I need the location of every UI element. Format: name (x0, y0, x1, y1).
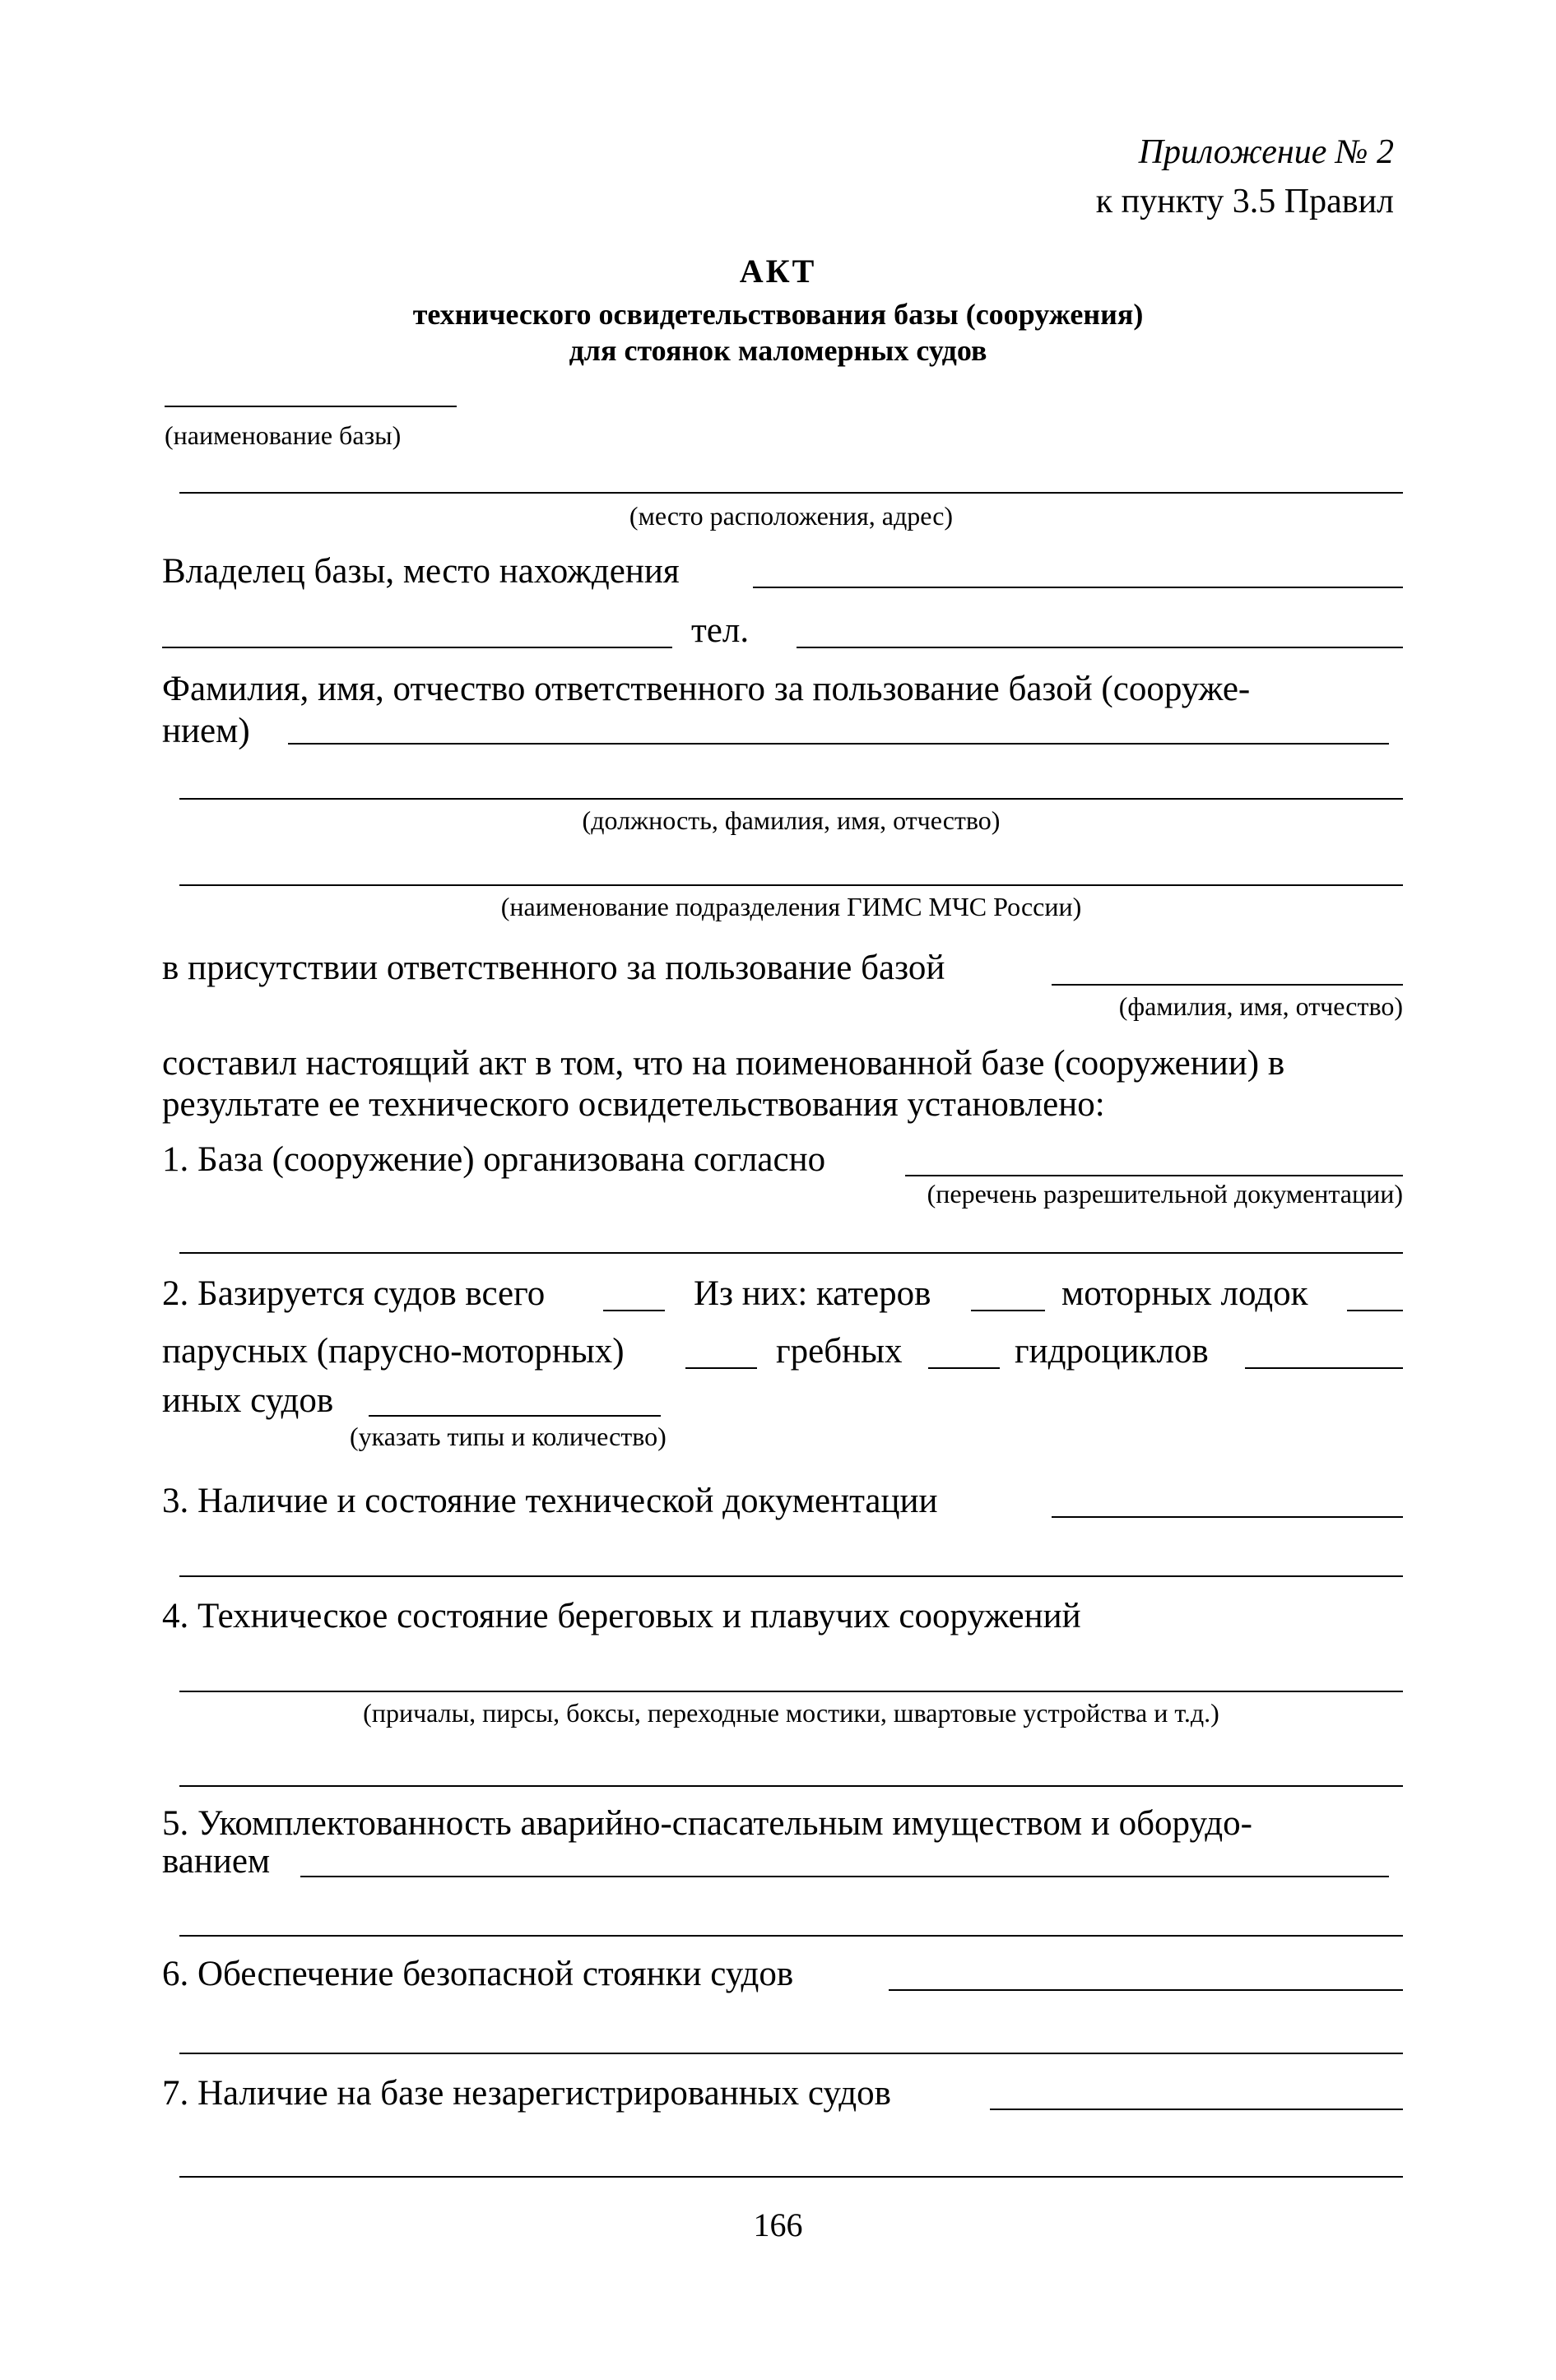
appendix-label: Приложение № 2 (1138, 133, 1394, 171)
act-text-line-2: результате ее технического освидетельствования установлено: (162, 1085, 1105, 1124)
base-name-caption: (наименование базы) (165, 420, 402, 450)
item-2-total-label: 2. Базируется судов всего (162, 1274, 546, 1313)
owner-label: Владелец базы, место нахождения (162, 552, 680, 591)
structures-caption: (причалы, пирсы, боксы, переходные мостики, швартовые устройства и т.д.) (363, 1698, 1219, 1728)
base-name-field[interactable] (165, 406, 457, 407)
item-3-label: 3. Наличие и состояние технической документации (162, 1482, 938, 1520)
other-vessels-field[interactable] (369, 1415, 661, 1417)
motor-boats-field[interactable] (1347, 1310, 1403, 1311)
in-presence-field[interactable] (1052, 984, 1403, 986)
item-6-field[interactable] (889, 1989, 1403, 1991)
row-boats-field[interactable] (928, 1367, 1000, 1369)
in-presence-label: в присутствии ответственного за пользование базой (162, 949, 945, 987)
row-boats-label: гребных (776, 1332, 903, 1371)
owner-field[interactable] (753, 587, 1403, 588)
jet-skis-label: гидроциклов (1015, 1332, 1209, 1371)
owner-address-field[interactable] (162, 647, 672, 648)
location-field[interactable] (179, 492, 1403, 494)
boats-count-field[interactable] (971, 1310, 1045, 1311)
item-6-label: 6. Обеспечение безопасной стоянки судов (162, 1955, 794, 1993)
other-vessels-label: иных судов (162, 1381, 334, 1420)
item-1-extra-field[interactable] (179, 1252, 1403, 1254)
item-5-label-line-1: 5. Укомплектованность аварийно-спасательным имуществом и оборудо- (162, 1804, 1252, 1843)
item-3-extra-field[interactable] (179, 1575, 1403, 1577)
item-1-label: 1. База (сооружение) организована согласно (162, 1140, 826, 1179)
vessel-types-caption: (указать типы и количество) (350, 1422, 667, 1451)
item-3-field[interactable] (1052, 1516, 1403, 1518)
position-field[interactable] (179, 798, 1403, 800)
of-them-boats-label: Из них: катеров (694, 1274, 931, 1313)
item-6-extra-field[interactable] (179, 2053, 1403, 2054)
item-1-field[interactable] (905, 1175, 1403, 1176)
responsible-field[interactable] (288, 743, 1389, 745)
item-4-field[interactable] (179, 1691, 1403, 1692)
item-7-label: 7. Наличие на базе незарегистрированных судов (162, 2074, 891, 2113)
appendix-reference: к пункту 3.5 Правил (1095, 183, 1394, 220)
subtitle-line-1: технического освидетельствования базы (сооружения) (412, 298, 1144, 331)
responsible-label-line-2: нием) (162, 712, 250, 750)
sail-boats-label: парусных (парусно-моторных) (162, 1332, 625, 1371)
phone-field[interactable] (797, 647, 1403, 648)
page-number: 166 (753, 2206, 803, 2243)
item-5-label-line-2: ванием (162, 1842, 271, 1881)
location-caption: (место расположения, адрес) (629, 501, 954, 531)
item-5-extra-field[interactable] (179, 1935, 1403, 1937)
phone-label: тел. (691, 611, 750, 650)
subtitle-line-2: для стоянок маломерных судов (569, 334, 987, 367)
item-4-label: 4. Техническое состояние береговых и плавучих сооружений (162, 1597, 1081, 1635)
vessels-total-field[interactable] (603, 1310, 665, 1311)
item-7-field[interactable] (990, 2109, 1403, 2110)
responsible-name-caption: (фамилия, имя, отчество) (1118, 991, 1403, 1021)
act-text-line-1: составил настоящий акт в том, что на поименованной базе (сооружении) в (162, 1044, 1285, 1083)
item-5-field[interactable] (300, 1876, 1389, 1877)
responsible-label-line-1: Фамилия, имя, отчество ответственного за пользование базой (сооруже- (162, 670, 1251, 708)
position-caption: (должность, фамилия, имя, отчество) (582, 805, 1001, 835)
sail-boats-field[interactable] (685, 1367, 757, 1369)
document-subtitle (0, 296, 1556, 369)
item-4-extra-field[interactable] (179, 1785, 1403, 1787)
document-title: АКТ (739, 253, 817, 290)
item-7-extra-field[interactable] (179, 2176, 1403, 2178)
gims-unit-caption: (наименование подразделения ГИМС МЧС России) (500, 892, 1082, 921)
permits-caption: (перечень разрешительной документации) (927, 1179, 1403, 1209)
jet-skis-field[interactable] (1245, 1367, 1403, 1369)
gims-unit-field[interactable] (179, 884, 1403, 886)
motor-boats-label: моторных лодок (1061, 1274, 1308, 1313)
